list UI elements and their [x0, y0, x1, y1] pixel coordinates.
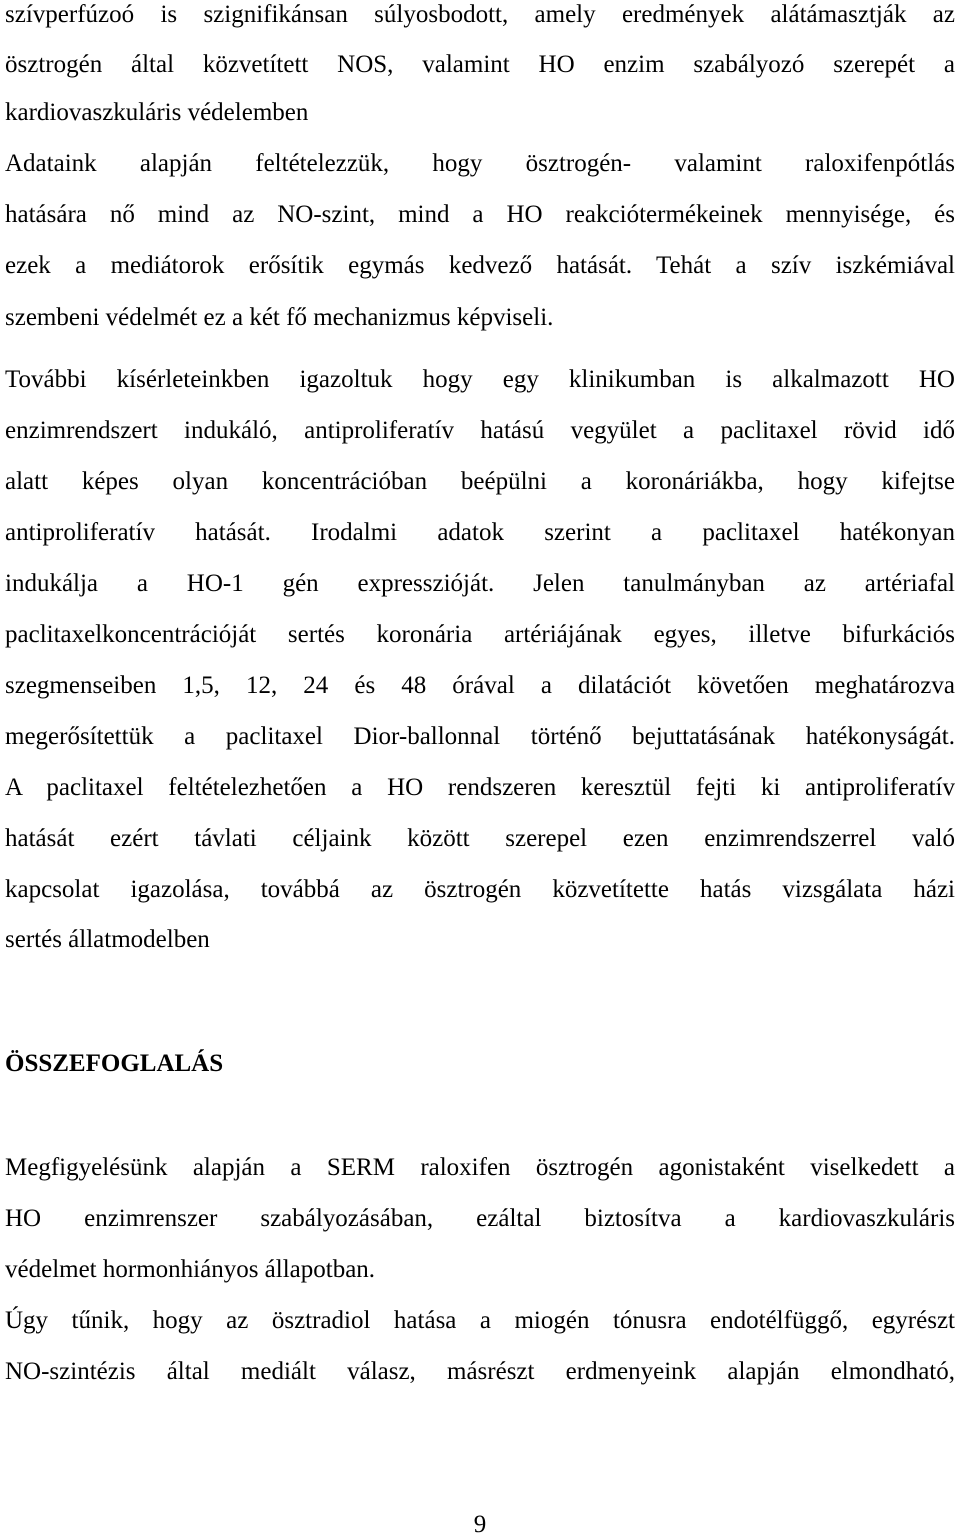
text-line: enzimrendszert indukáló, antiproliferatív hatású vegyület a paclitaxel rövid idő	[5, 417, 955, 444]
section-heading: ÖSSZEFOGLALÁS	[5, 1050, 224, 1077]
text-line: sertés állatmodelben	[5, 926, 210, 953]
text-line: védelmet hormonhiányos állapotban.	[5, 1256, 376, 1283]
text-line: Megfigyelésünk alapján a SERM raloxifen ösztrogén agonistaként viselkedett a	[5, 1154, 955, 1181]
text-line: szegmenseiben 1,5, 12, 24 és 48 órával a dilatációt követően meghatározva	[5, 672, 955, 699]
text-line: NO-szintézis által mediált válasz, másrészt erdmenyeink alapján elmondható,	[5, 1358, 955, 1385]
page-number: 9	[473, 1511, 487, 1538]
text-line: Úgy tűnik, hogy az ösztradiol hatása a miogén tónusra endotélfüggő, egyrészt	[5, 1307, 955, 1334]
text-line: szembeni védelmét ez a két fő mechanizmus képviseli.	[5, 304, 554, 331]
text-line: HO enzimrenszer szabályozásában, ezáltal biztosítva a kardiovaszkuláris	[5, 1205, 955, 1232]
text-line: szívperfúzoó is szignifikánsan súlyosbodott, amely eredmények alátámasztják az	[5, 1, 955, 28]
text-line: alatt képes olyan koncentrációban beépülni a koronáriákba, hogy kifejtse	[5, 468, 955, 495]
text-line: hatását ezért távlati céljaink között szerepel ezen enzimrendszerrel való	[5, 825, 955, 852]
text-line: További kísérleteinkben igazoltuk hogy egy klinikumban is alkalmazott HO	[5, 366, 955, 393]
text-line: antiproliferatív hatását. Irodalmi adatok szerint a paclitaxel hatékonyan	[5, 519, 955, 546]
text-line: kapcsolat igazolása, továbbá az ösztrogén közvetítette hatás vizsgálata házi	[5, 876, 955, 903]
text-line: ösztrogén által közvetített NOS, valamint HO enzim szabályozó szerepét a	[5, 51, 955, 78]
text-line: megerősítettük a paclitaxel Dior-ballonnal történő bejuttatásának hatékonyságát.	[5, 723, 955, 750]
text-line: kardiovaszkuláris védelemben	[5, 99, 309, 126]
text-line: A paclitaxel feltételezhetően a HO rendszeren keresztül fejti ki antiproliferatív	[5, 774, 955, 801]
text-line: hatására nő mind az NO-szint, mind a HO reakciótermékeinek mennyisége, és	[5, 201, 955, 228]
text-line: paclitaxelkoncentrációját sertés koronária artériájának egyes, illetve bifurkációs	[5, 621, 955, 648]
text-line: indukálja a HO-1 gén expresszióját. Jelen tanulmányban az artériafal	[5, 570, 955, 597]
text-line: Adataink alapján feltételezzük, hogy ösztrogén- valamint raloxifenpótlás	[5, 150, 955, 177]
text-line: ezek a mediátorok erősítik egymás kedvező hatását. Tehát a szív iszkémiával	[5, 252, 955, 279]
